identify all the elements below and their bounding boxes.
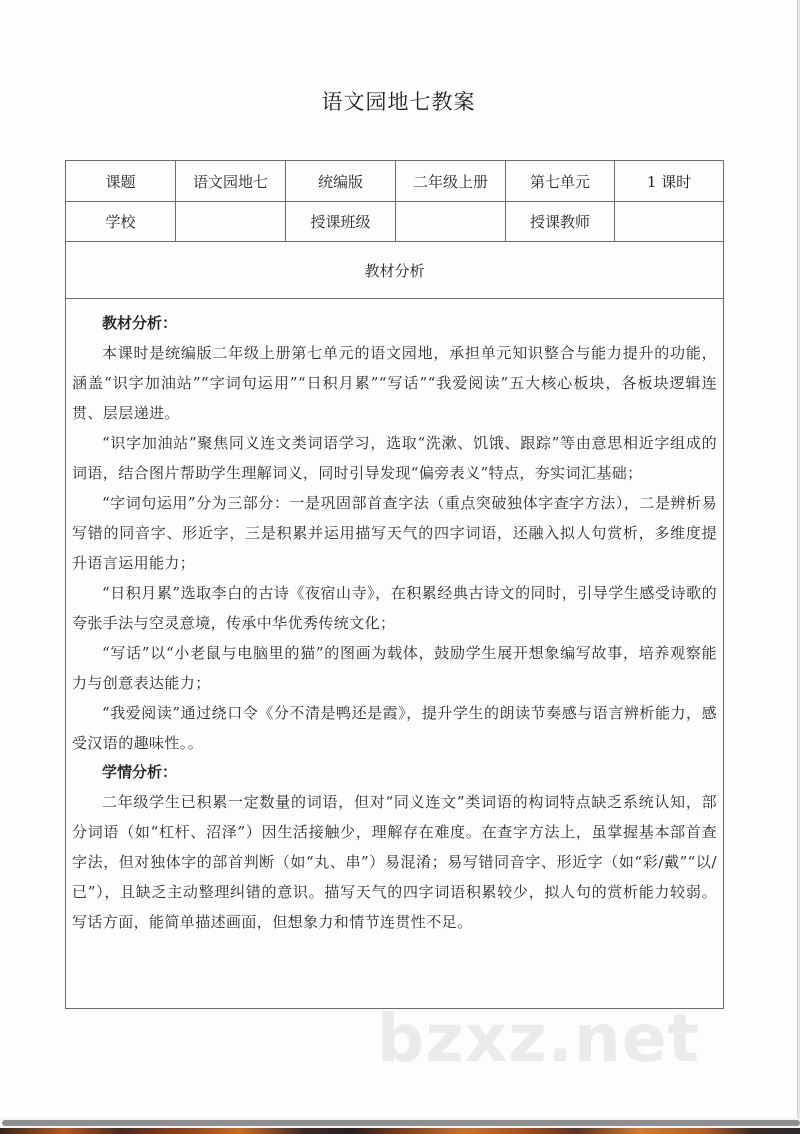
watermark-text: bzxz.net xyxy=(377,1000,701,1077)
lesson-plan-table xyxy=(65,160,724,1009)
horizontal-scrollbar-thumb[interactable] xyxy=(2,1120,800,1126)
value-class xyxy=(396,202,506,242)
material-paragraph: “我爱阅读”通过绕口令《分不清是鸭还是霞》，提升学生的朗读节奏感与语言辨析能力，感受汉语的趣味性。。 xyxy=(72,704,717,752)
background-photo-strip xyxy=(0,1128,800,1134)
label-teacher: 授课教师 xyxy=(506,202,615,242)
student-paragraph: 二年级学生已积累一定数量的词语，但对“同义连文”类词语的构词特点缺乏系统认知，部分词语（如“杠杆、沼泽”）因生活接触少，理解存在难度。在查字方法上，虽掌握基本部首查字法，但对独体字的部首判断（如“丸、串”）易混淆；易写错同音字、形近字（如“彩/戴”“以/已”），且缺乏主动整理纠错的意识。描写天气的四字词语积累较少，拟人句的赏析能力较弱。写话方面，能简单描述画面，但想象力和情节连贯性不足。 xyxy=(72,793,717,931)
material-paragraph: “识字加油站”聚焦同义连文类词语学习，选取“洗漱、饥饿、跟踪”等由意思相近字组成的词语，结合图片帮助学生理解词义，同时引导发现“偏旁表义”特点，夯实词汇基础； xyxy=(72,434,717,482)
section-header-row xyxy=(66,242,724,299)
section-body-row xyxy=(66,299,724,1009)
student-analysis-heading: 学情分析： xyxy=(102,763,178,781)
material-paragraph: 本课时是统编版二年级上册第七单元的语文园地，承担单元知识整合与能力提升的功能，涵盖“识字加油站”“字词句运用”“日积月累”“写话”“我爱阅读”五大核心板块，各板块逻辑连贯、层层递进。 xyxy=(72,344,717,422)
value-edition: 统编版 xyxy=(286,161,396,202)
document-title: 语文园地七教案 xyxy=(321,90,476,114)
value-grade: 二年级上册 xyxy=(396,161,506,202)
horizontal-scrollbar[interactable] xyxy=(0,1118,800,1128)
material-paragraph: “写话”以“小老鼠与电脑里的猫”的图画为载体，鼓励学生展开想象编写故事，培养观察能力与创意表达能力； xyxy=(72,644,717,692)
section-header: 教材分析 xyxy=(66,242,724,299)
value-topic: 语文园地七 xyxy=(176,161,286,202)
label-topic: 课题 xyxy=(66,161,176,202)
value-teacher xyxy=(615,202,724,242)
label-school: 学校 xyxy=(66,202,176,242)
material-analysis-heading: 教材分析： xyxy=(102,314,178,332)
info-row-2 xyxy=(66,202,724,242)
section-body xyxy=(66,299,724,1009)
info-row-1 xyxy=(66,161,724,202)
label-class: 授课班级 xyxy=(286,202,396,242)
value-periods: 1 课时 xyxy=(615,161,724,202)
material-paragraph: “日积月累”选取李白的古诗《夜宿山寺》，在积累经典古诗文的同时，引导学生感受诗歌的夸张手法与空灵意境，传承中华优秀传统文化； xyxy=(72,584,717,632)
value-school xyxy=(176,202,286,242)
value-unit: 第七单元 xyxy=(506,161,615,202)
material-paragraph: “字词句运用”分为三部分：一是巩固部首查字法（重点突破独体字查字方法），二是辨析易写错的同音字、形近字，三是积累并运用描写天气的四字词语，还融入拟人句赏析，多维度提升语言运用能力； xyxy=(72,494,717,572)
